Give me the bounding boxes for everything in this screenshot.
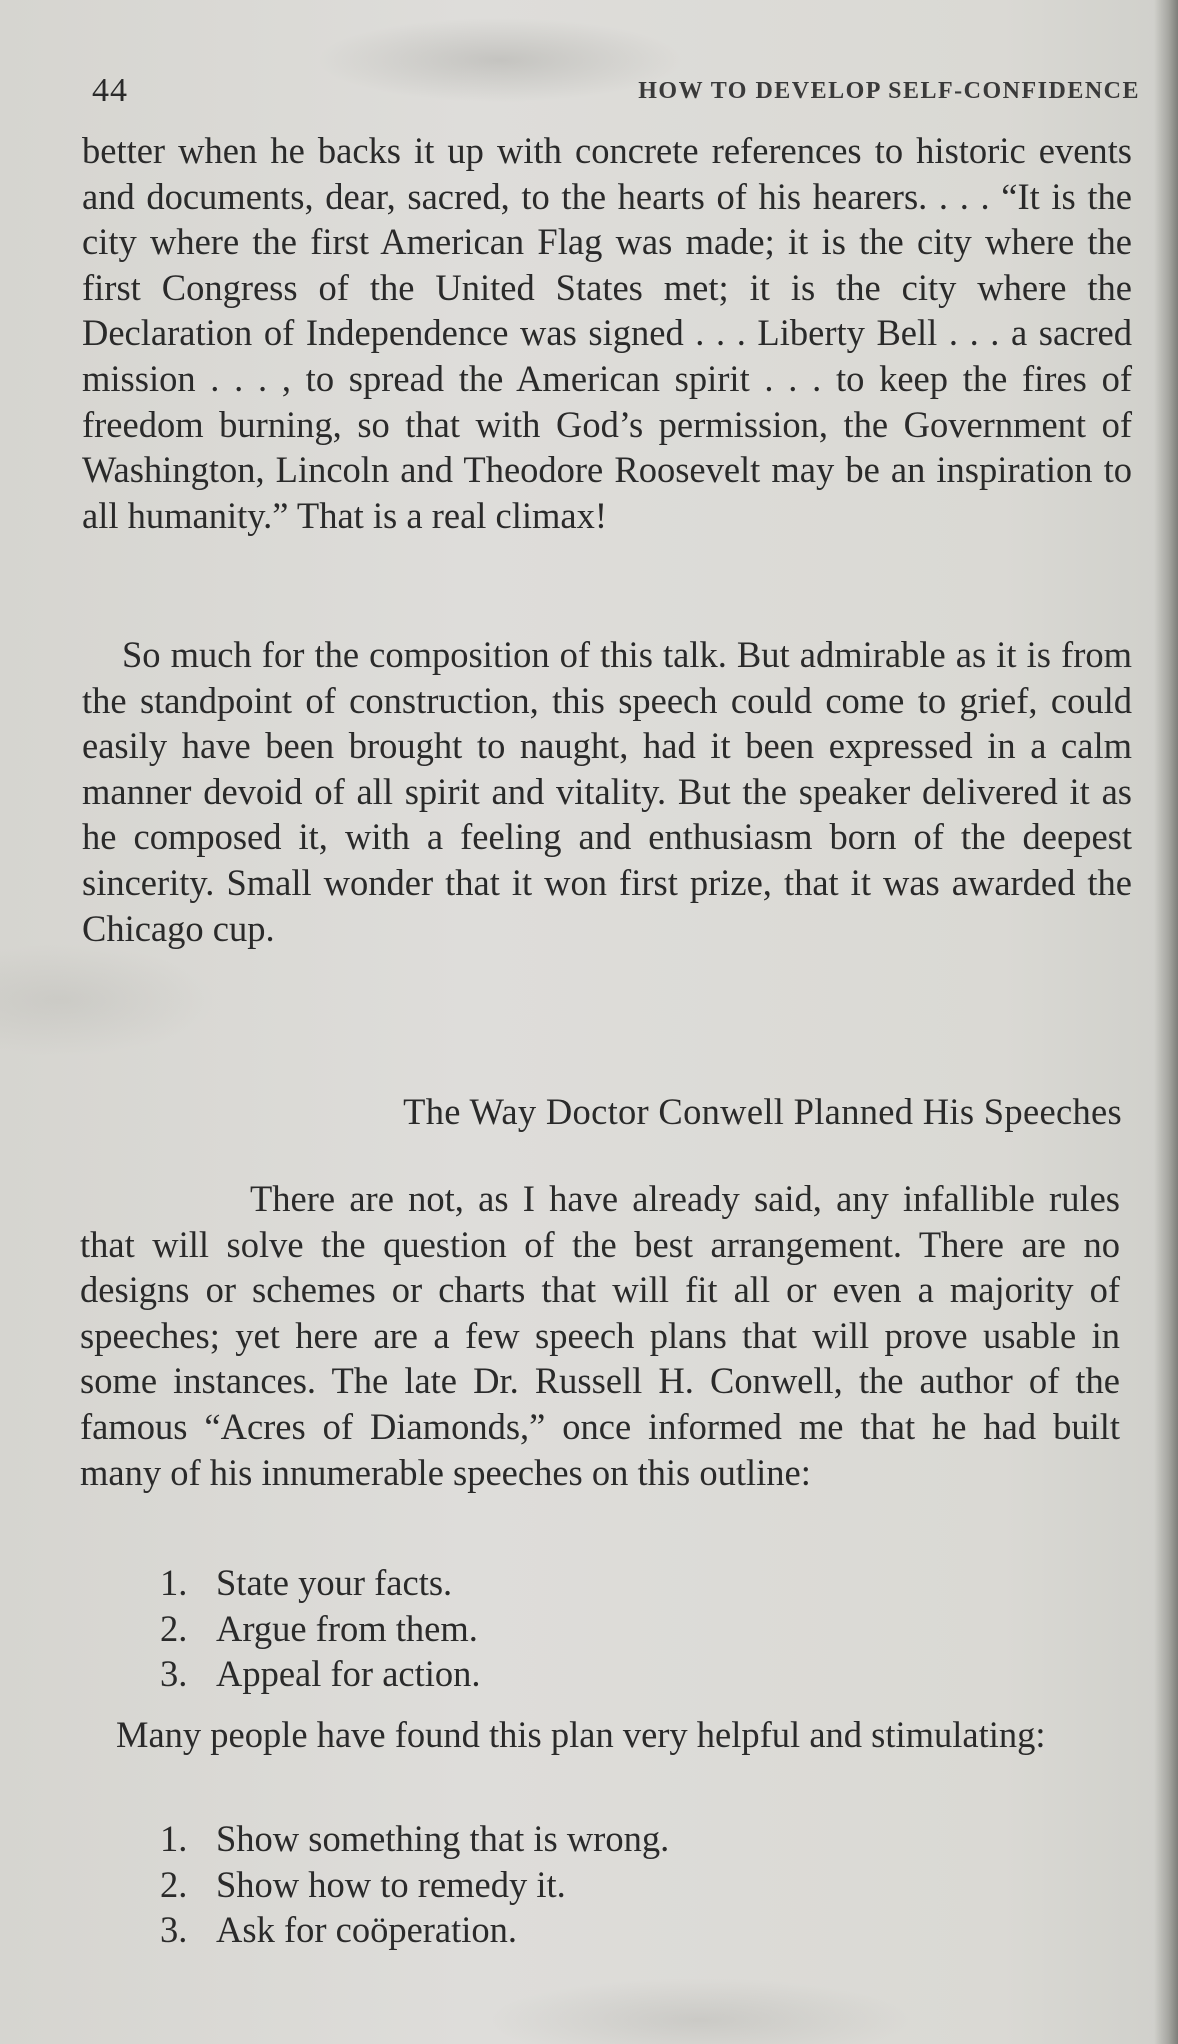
list-item-text: Show something that is wrong. (216, 1818, 670, 1859)
list-item-text: Ask for coöperation. (216, 1909, 518, 1951)
list-item (160, 1862, 669, 1908)
page-number: 44 (92, 72, 128, 109)
list-item (160, 1560, 481, 1606)
list-item (160, 1606, 481, 1652)
alternative-plan-list (160, 1816, 669, 1953)
list-item-number: 1. (160, 1562, 188, 1603)
page-edge-shadow (1154, 0, 1178, 2044)
list-item-number: 3. (160, 1653, 188, 1695)
list-item-text: State your facts. (216, 1562, 453, 1603)
list-item-text: Argue from them. (216, 1607, 478, 1649)
running-title: HOW TO DEVELOP SELF-CONFIDENCE (638, 78, 1140, 104)
list-item (160, 1907, 669, 1953)
paragraph-1: better when he backs it up with concrete references to historic events and documents, dear, sacred, to the hearts of his hearers. . . . “It is the city where the first American Flag was made; it is the city where the first Congress of the United States met; it is the city where the Declaration of Independence was signed . . . Liberty Bell . . . a sacred mission . . . , to spread the American spirit . . . to keep the fires of freedom burning, so that with God’s permission, the Government of Washington, Lincoln and Theodore Roosevelt may be an inspiration to all humanity.” That is a real climax! (82, 130, 1132, 536)
list-item (160, 1816, 669, 1862)
list-item-number: 1. (160, 1818, 188, 1859)
paragraph-3: There are not, as I have already said, any infallible rules that will solve the question of the best arrangement. There are no designs or schemes or charts that will fit all or even a majority of speeches; yet here are a few speech plans that will prove usable in some instances. The late Dr. Russell H. Conwell, the author of the famous “Acres of Diamonds,” once informed me that he had built many of his innumerable speeches on this outline: (80, 1178, 1120, 1493)
list-item-text: Appeal for action. (216, 1653, 481, 1695)
list-item (160, 1651, 481, 1697)
paragraph-4: Many people have found this plan very helpful and stimulating: (116, 1714, 1046, 1755)
list-item-number: 2. (160, 1863, 188, 1905)
section-heading: The Way Doctor Conwell Planned His Speeches (403, 1091, 1122, 1132)
paragraph-2: So much for the composition of this talk. But admirable as it is from the standpoint of construction, this speech could come to grief, could easily have been brought to naught, had it been expressed in a calm manner devoid of all spirit and vitality. But the speaker delivered it as he composed it, with a feeling and enthusiasm born of the deepest sincerity. Small wonder that it won first prize, that it was awarded the Chicago cup. (82, 634, 1132, 949)
list-item-number: 2. (160, 1607, 188, 1649)
list-item-text: Show how to remedy it. (216, 1863, 566, 1905)
conwell-outline-list (160, 1560, 481, 1697)
list-item-number: 3. (160, 1909, 188, 1951)
running-header (92, 72, 1140, 112)
